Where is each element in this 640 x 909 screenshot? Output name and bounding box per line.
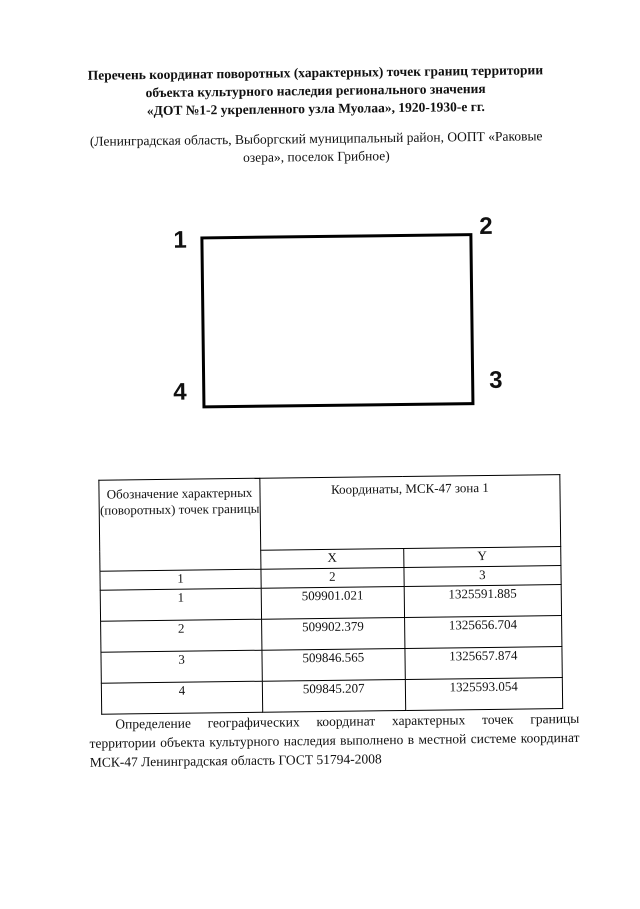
title-line-1: Перечень координат поворотных (характерных) точек границ территории (87, 62, 544, 83)
point-number: 1 (100, 588, 261, 621)
point-label-2: 2 (479, 212, 493, 241)
subtitle-line-2: озера», поселок Грибное) (243, 148, 390, 165)
table-row (101, 678, 562, 715)
point-label-3: 3 (488, 366, 503, 394)
header-coordinates: Координаты, МСК-47 зона 1 (260, 475, 561, 550)
point-label-1: 1 (173, 226, 187, 254)
point-number: 4 (101, 681, 262, 714)
x-coordinate: 509845.207 (262, 679, 405, 712)
y-coordinate: 1325593.054 (405, 678, 563, 711)
y-coordinate: 1325591.885 (404, 585, 562, 618)
x-coordinate: 509902.379 (262, 617, 405, 650)
coordinates-table (98, 474, 563, 715)
boundary-rectangle (200, 233, 474, 408)
x-coordinate: 509846.565 (262, 648, 405, 681)
title-line-2: объекта культурного наследия регионального значения (145, 80, 486, 101)
point-number: 3 (101, 650, 262, 683)
footer-note (89, 709, 580, 772)
document-subtitle (66, 127, 566, 169)
point-label-4: 4 (173, 378, 187, 406)
document-title (65, 61, 566, 121)
point-number: 2 (101, 619, 262, 652)
y-coordinate: 1325656.704 (404, 616, 562, 649)
y-coordinate: 1325657.874 (405, 647, 563, 680)
footer-line-3: МСК-47 Ленинградская область ГОСТ 51794-2008 (89, 751, 382, 770)
header-x: X (261, 548, 404, 569)
header-point-designation: Обозначение характерных (поворотных) точек границы (99, 478, 261, 571)
footer-line-2: территории объекта культурного наследия выполнено в местной системе координат (89, 729, 580, 751)
footer-line-1: Определение географических координат характерных точек границы (115, 710, 580, 732)
x-coordinate: 509901.021 (261, 586, 404, 619)
column-number: 1 (100, 569, 261, 590)
column-number: 2 (261, 567, 404, 588)
header-y: Y (403, 546, 561, 567)
subtitle-line-1: (Ленинградская область, Выборгский муниципальный район, ООПТ «Раковые (89, 128, 543, 149)
title-line-3: «ДОТ №1-2 укрепленного узла Муолаа», 1920-1930-е гг. (146, 98, 485, 119)
column-number: 3 (404, 566, 562, 587)
boundary-scheme (157, 213, 520, 427)
